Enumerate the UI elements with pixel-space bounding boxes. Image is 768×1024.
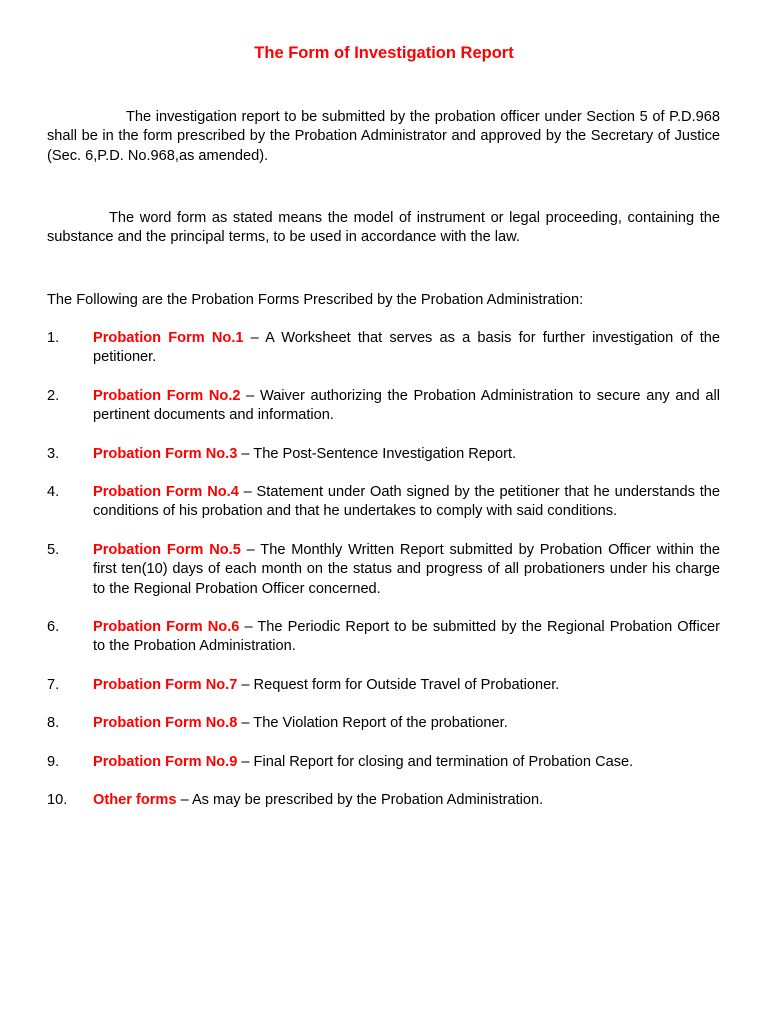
page-title: The Form of Investigation Report bbox=[254, 44, 514, 62]
list-item bbox=[47, 714, 720, 733]
item-number: 2. bbox=[47, 388, 60, 404]
item-number: 8. bbox=[47, 715, 60, 731]
form-description: – Waiver authorizing the Probation Administration to secure any and all pertinent documents and information. bbox=[93, 388, 720, 424]
item-number: 1. bbox=[47, 330, 60, 346]
list-item bbox=[47, 483, 720, 522]
form-name: Probation Form No.8 bbox=[93, 715, 238, 731]
form-description: – The Violation Report of the probationer. bbox=[237, 715, 508, 731]
item-number: 6. bbox=[47, 619, 60, 635]
list-item bbox=[47, 445, 720, 464]
list-item bbox=[47, 387, 720, 426]
form-name: Probation Form No.4 bbox=[93, 484, 239, 500]
list-item bbox=[47, 329, 720, 368]
item-number: 3. bbox=[47, 446, 60, 462]
forms-intro: The Following are the Probation Forms Prescribed by the Probation Administration: bbox=[47, 292, 584, 308]
item-number: 5. bbox=[47, 542, 60, 558]
form-description: – The Periodic Report to be submitted by the Regional Probation Officer to the Probation Administration. bbox=[93, 619, 720, 655]
form-description: – As may be prescribed by the Probation Administration. bbox=[176, 792, 544, 808]
form-name: Probation Form No.5 bbox=[93, 542, 241, 558]
item-number: 7. bbox=[47, 677, 60, 693]
list-item bbox=[47, 618, 720, 657]
form-name: Probation Form No.6 bbox=[93, 619, 240, 635]
form-description: – The Post-Sentence Investigation Report. bbox=[237, 446, 517, 462]
form-description: – Statement under Oath signed by the petitioner that he understands the conditions of his probation and that he undertakes to comply with said conditions. bbox=[93, 484, 720, 520]
paragraph-word-form: The word form as stated means the model of instrument or legal proceeding, containing the substance and the principal terms, to be used in accordance with the law. bbox=[47, 210, 720, 246]
paragraph-section-5: The investigation report to be submitted by the probation officer under Section 5 of P.D.968 shall be in the form prescribed by the Probation Administrator and approved by the Secretary of Justice (Sec. 6,P.D. No.968,as amended). bbox=[47, 109, 720, 164]
item-number: 9. bbox=[47, 754, 60, 770]
list-item bbox=[47, 753, 720, 772]
item-number: 4. bbox=[47, 484, 60, 500]
form-description: – Final Report for closing and termination of Probation Case. bbox=[237, 754, 634, 770]
form-name: Probation Form No.2 bbox=[93, 388, 241, 404]
list-item bbox=[47, 791, 720, 810]
form-name: Probation Form No.3 bbox=[93, 446, 238, 462]
form-name: Other forms bbox=[93, 792, 177, 808]
form-name: Probation Form No.7 bbox=[93, 677, 238, 693]
form-description: – Request form for Outside Travel of Probationer. bbox=[237, 677, 560, 693]
list-item bbox=[47, 676, 720, 695]
list-item bbox=[47, 541, 720, 599]
item-number: 10. bbox=[47, 792, 68, 808]
form-description: – A Worksheet that serves as a basis for further investigation of the petitioner. bbox=[93, 330, 720, 366]
form-description: – The Monthly Written Report submitted by Probation Officer within the first ten(10) days of each month on the status and progress of all probationers under his charge to the Regional Probation Officer concerned. bbox=[93, 542, 720, 597]
form-name: Probation Form No.9 bbox=[93, 754, 238, 770]
form-name: Probation Form No.1 bbox=[93, 330, 244, 346]
